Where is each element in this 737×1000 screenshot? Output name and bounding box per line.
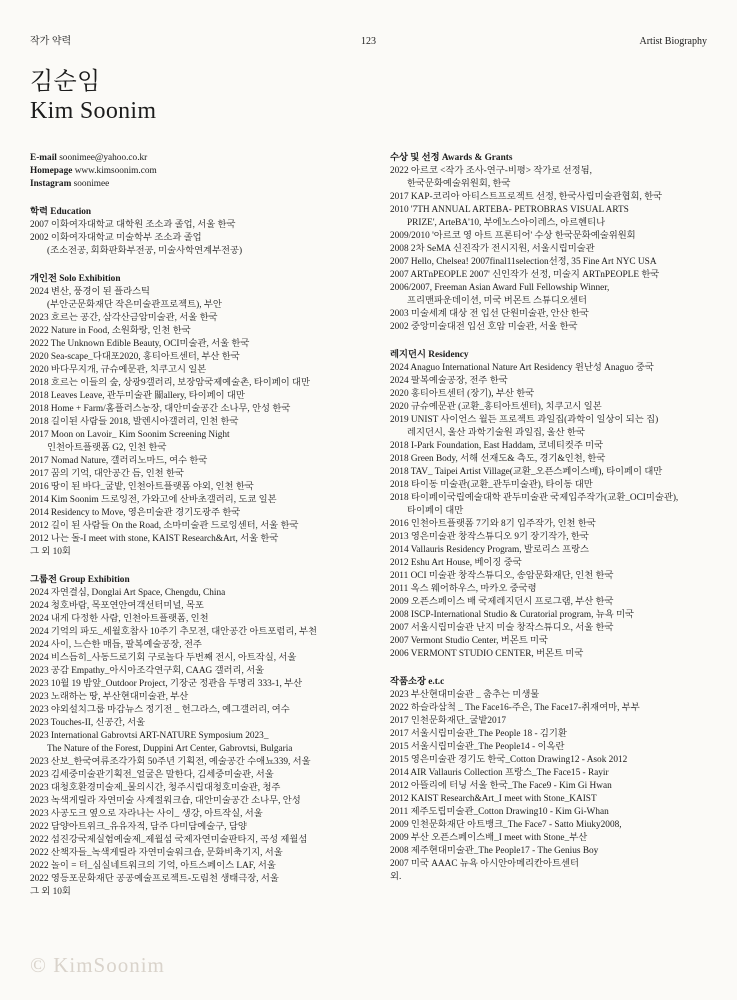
right-column [390,152,710,899]
entry-line: 2023 대청호환경미술제_물의시간, 청주시립대청호미술관, 청주 [30,783,281,793]
email-value: soonimee@yahoo.co.kr [59,153,148,163]
entry [390,531,710,544]
entry-continuation-line: (부안군문화재단 작은미술관프로젝트), 부안 [47,300,222,310]
entry [390,728,710,741]
entry-line: 2023 노래하는 땅, 부산현대미술관, 부산 [30,692,189,702]
entry-line: 2024 기억의 파도_세월호참사 10주기 추모전, 대안공간 아트포럼리, 부천 [30,627,317,637]
header-left-label: 작가 약력 [30,36,72,47]
page-number: 123 [361,36,376,47]
entry-line: 2018 I-Park Foundation, East Haddam, 코네티컷주 미국 [390,441,604,451]
entry [390,832,710,845]
entry [30,821,364,834]
entry [30,219,364,232]
entry-line: 2008 2차 SeMA 신진작가 전시지원, 서울시립미술관 [390,244,595,254]
entry [30,546,364,559]
entry [30,873,364,886]
entry-line: 2007 Hello, Chelsea! 2007final11selection선정, 35 Fine Art NYC USA [390,257,657,267]
entry-line: 2016 땅이 된 바다_굴밭, 인천아트플랫폼 야외, 인천 한국 [30,482,254,492]
entry [390,165,710,191]
entry [390,282,710,308]
entry [390,689,710,702]
section-group-exhibition [30,574,364,899]
entry [30,704,364,717]
entry [30,312,364,325]
entry-line: 2023 10월 19 밤앞_Outdoor Project, 기장군 정관읍 두명리 333-1, 부산 [30,679,303,689]
entry-continuation-line: (조소전공, 회화판화부전공, 미술사학연계부전공) [47,246,243,256]
entry-line: 2017 꿈의 기억, 대안공간 듬, 인천 한국 [30,469,184,479]
entry-line: 2020 홍티아트센터 (장기), 부산 한국 [390,389,535,399]
section-title: 그룹전 Group Exhibition [30,575,130,585]
entry-line: 2007 미국 AAAC 뉴욕 아시안아메리칸아트센터 [390,859,579,869]
entry [390,308,710,321]
entry-line: 2012 KAIST Research&Art_I meet with Stone_KAIST [390,794,597,804]
entry-line: 2023 김세중미술관기획전_얼굴은 말한다, 김세중미술관, 서울 [30,770,274,780]
homepage-label: Homepage [30,166,73,176]
entry [390,230,710,243]
section-title: 레지던시 Residency [390,350,469,360]
section-title: 학력 Education [30,207,92,217]
entry-line: 2013 영은미술관 창작스튜디오 9기 장기작가, 한국 [390,532,589,542]
entry-continuation-line: 한국문화예술위원회, 한국 [407,179,511,189]
entry-line: 2007 이화여자대학교 대학원 조소과 졸업, 서울 한국 [30,220,236,230]
entry [30,691,364,704]
entry [390,401,710,414]
entry-line: 2024 팔복예술공장, 전주 한국 [390,376,508,386]
entry-line: 2024 자연결심, Donglai Art Space, Chengdu, China [30,588,226,598]
entry-line: 2023 야외설치그룹 마감뉴스 정기전 _ 헌그라스, 예그갤러리, 여수 [30,705,290,715]
entry [390,741,710,754]
entry-line: 2023 공감 Empathy_아시아조각연구회, CAAG 갤러리, 서울 [30,666,265,676]
entry-line: 2007 Vermont Studio Center, 버몬트 미국 [390,636,548,646]
entry-line: 2011 제주도립미술관_Cotton Drawing10 - Kim Gi-Whan [390,807,609,817]
entry-line: 2014 AIR Vallauris Collection 프랑스_The Face15 - Rayir [390,768,609,778]
entry [30,455,364,468]
entry [390,414,710,440]
entry-line: 2023 흐르는 공간, 삼각산금암미술관, 서울 한국 [30,313,218,323]
section-awards-grants [390,152,710,334]
entry [30,390,364,403]
entry-line: 그 외 10회 [30,887,71,897]
entry-line: 2023 녹색게릴라 자연미술 사계절워크숍, 대안미술공간 소나무, 안성 [30,796,301,806]
entry-line: 2006/2007, Freeman Asian Award Full Fellowship Winner, [390,283,610,293]
entry-line: 2024 Anaguo International Nature Art Residency 윈난성 Anaguo 중국 [390,363,654,373]
entry-line: 2006 VERMONT STUDIO CENTER, 버몬트 미국 [390,649,584,659]
entry-line: 2017 인천문화재단_굴밭2017 [390,716,507,726]
entry [390,871,710,884]
entry [390,622,710,635]
entry [30,717,364,730]
entry-line: 2018 Green Body, 서해 선재도& 측도, 경기&인천, 한국 [390,454,606,464]
section-title: 작품소장 e.t.c [390,677,445,687]
entry [390,518,710,531]
entry [390,191,710,204]
page-header [30,36,707,48]
entry [390,375,710,388]
entry [390,858,710,871]
entry-continuation-line: The Nature of the Forest, Duppini Art Center, Gabrovtsi, Bulgaria [47,744,293,754]
entry [30,782,364,795]
entry [30,769,364,782]
entry-line: 2014 Vallauris Residency Program, 발로리스 프랑스 [390,545,590,555]
contact-homepage-line [30,165,364,178]
entry [30,626,364,639]
entry-line: 2007 서울시립미술관 난지 미술 창작스튜디오, 서울 한국 [390,623,614,633]
entry [390,453,710,466]
entry-line: 2020 바다무지개, 규슈예문관, 치쿠고시 일본 [30,365,207,375]
entry-line: 2022 산책자들_녹색게릴라 자연미술워크숍, 문화비축기지, 서울 [30,848,283,858]
entry [390,557,710,570]
entry-continuation-line: 레지던시, 울산 과학기술원 과일집, 울산 한국 [407,428,585,438]
homepage-value: www.kimsoonim.com [74,166,157,176]
entry [30,808,364,821]
entry-line: 2024 변산, 풍경이 된 플라스틱 [30,287,151,297]
entry-line: 2011 OCI 미술관 창작스튜디오, 송암문화재단, 인천 한국 [390,571,614,581]
entry-line: 2017 KAP-코리아 아티스트프로젝트 선정, 한국사립미술관협회, 한국 [390,192,663,202]
entry-line: 외. [390,872,402,882]
entry [390,845,710,858]
entry-line: 2020 Sea-scape_다대포2020, 홍티아트센터, 부산 한국 [30,352,240,362]
section-education [30,206,364,258]
entry [390,754,710,767]
entry-line: 2009/2010 '아르코 영 아트 프론티어' 수상 한국문화예술위원회 [390,231,636,241]
entry-continuation-line: 인천아트플랫폼 G2, 인천 한국 [47,443,167,453]
email-label: E-mail [30,153,57,163]
entry [390,596,710,609]
entry-line: 2022 담양아트위크_유유자적, 담주 다미담예술구, 담양 [30,822,247,832]
entry [30,351,364,364]
entry-line: 2009 오픈스페이스 배 국제레지던시 프로그램, 부산 한국 [390,597,614,607]
entry-line: 2023 사공도크 옆으로 자라나는 사이_ 생강, 아트작실, 서울 [30,809,263,819]
entry [390,648,710,661]
entry [30,600,364,613]
entry-line: 2008 ISCP-International Studio & Curatorial program, 뉴욕 미국 [390,610,635,620]
copyright-watermark: © KimSoonim [30,953,165,977]
entry-line: 2022 Nature in Food, 소원화랑, 인천 한국 [30,326,191,336]
entry-line: 2024 내게 다정한 사람, 인천아트플랫폼, 인천 [30,614,209,624]
entry [30,533,364,546]
entry [30,756,364,769]
entry-line: 2017 서울시립미술관_The People 18 - 김기환 [390,729,567,739]
section-title: 개인전 Solo Exhibition [30,274,121,284]
entry [390,256,710,269]
entry [30,507,364,520]
content-columns [30,152,707,899]
entry-line: 2023 산보_한국여류조각가회 50주년 기획전, 예술공간 수애뇨339, 서울 [30,757,311,767]
entry [390,793,710,806]
entry [390,780,710,793]
entry-continuation-line: 프리맨파운데이션, 미국 버몬트 스튜디오센터 [407,296,587,306]
entry-line: 2022 The Unknown Edible Beauty, OCI미술관, 서울 한국 [30,339,250,349]
entry [390,715,710,728]
entry [390,806,710,819]
entry [30,416,364,429]
entry-line: 2012 나는 돌-I meet with stone, KAIST Research&Art, 서울 한국 [30,534,279,544]
entry-line: 2024 사이, 느슨한 매듭, 팔복예술공장, 전주 [30,640,202,650]
entry-line: 2008 제주현대미술관_The People17 - The Genius Boy [390,846,599,856]
entry-line: 2022 하슬라삼척 _ The Face16-주은, The Face17-취재여마, 부부 [390,703,640,713]
entry-line: 2018 TAV_ Taipei Artist Village(교환_오픈스페이스배), 타이페이 대만 [390,467,663,477]
entry [30,587,364,600]
entry [390,362,710,375]
entry [390,609,710,622]
entry-line: 2018 Leaves Leave, 관두미술관 關allery, 타이페이 대만 [30,391,245,401]
entry [390,635,710,648]
entry [390,243,710,256]
entry [390,583,710,596]
entry-line: 2012 길이 된 사람들 On the Road, 소마미술관 드로잉센터, 서울 한국 [30,521,299,531]
entry [390,570,710,583]
entry-continuation-line: PRIZE', ArteBA'10, 부에노스아이레스, 아르헨티나 [407,218,606,228]
section-collections [390,676,710,884]
entry-continuation-line: 타이페이 대만 [407,506,464,516]
entry [390,204,710,230]
entry [30,665,364,678]
entry-line: 2022 아르코 <작가 조사-연구-비평> 작가로 선정됨, [390,166,592,176]
entry [30,364,364,377]
entry [30,232,364,258]
entry-line: 2018 Home + Farm/홈플러스농장, 대안미술공간 소나무, 안성 한국 [30,404,291,414]
entry-line: 2007 ARTnPEOPLE 2007' 신인작가 선정, 미술지 ARTnPEOPLE 한국 [390,270,660,280]
entry [30,403,364,416]
entry-line: 2018 타이페이국립예술대학 관두미술관 국제입주작가(교환_OCI미술관), [390,493,679,503]
entry-line: 2022 섬진강국제실험예술제_제월섬 국제자연미술판타지, 곡성 제월섬 [30,835,308,845]
section-title: 수상 및 선정 Awards & Grants [390,153,513,163]
entry [390,479,710,492]
entry [30,730,364,756]
instagram-label: Instagram [30,179,72,189]
artist-name-korean: 김순임 [30,69,101,95]
entry [390,466,710,479]
entry-line: 2014 Kim Soonim 드로잉전, 가와고에 산바초갤러리, 도쿄 일본 [30,495,277,505]
entry-line: 2017 Nomad Nature, 갤러리노마드, 여수 한국 [30,456,208,466]
entry [390,269,710,282]
entry [390,819,710,832]
entry [30,639,364,652]
entry [30,429,364,455]
entry [30,286,364,312]
entry-line: 2015 영은미술관 경기도 한국_Cotton Drawing12 - Asok 2012 [390,755,628,765]
entry-line: 2024 청호바람, 목포연안여객선터미널, 목포 [30,601,204,611]
section-solo-exhibition [30,273,364,559]
sections-left [30,206,364,899]
entry-line: 그 외 10회 [30,547,71,557]
entry-line: 2022 영등포문화재단 공공예술프로젝트-도림천 생태극장, 서울 [30,874,279,884]
entry-line: 2023 Touches-II, 신공간, 서울 [30,718,146,728]
entry [30,652,364,665]
entry [30,338,364,351]
entry-line: 2022 놀이 = 터_심실네트워크의 기억, 아트스페이스 LAF, 서울 [30,861,276,871]
entry-line: 2019 UNIST 사이언스 월든 프로젝트 과일집(과학이 일상이 되는 집) [390,415,659,425]
entry-line: 2020 규슈예문관 (교환_홍티아트센터), 치쿠고시 일본 [390,402,602,412]
artist-name-block [30,68,707,126]
entry-line: 2014 Residency to Move, 영은미술관 경기도광주 한국 [30,508,241,518]
entry [390,321,710,334]
entry-line: 2009 인천문화재단 아트뱅크_The Face7 - Satto Miuky2008, [390,820,622,830]
entry-line: 2011 옥스 웨어하우스, 마카오 중국령 [390,584,537,594]
artist-name-english: Kim Soonim [30,98,157,124]
entry [30,481,364,494]
entry [30,613,364,626]
entry-line: 2010 '7TH ANNUAL ARTEBA- PETROBRAS VISUAL ARTS [390,205,629,215]
entry [30,847,364,860]
entry-line: 2016 인천아트플랫폼 7기와 8기 입주작가, 인천 한국 [390,519,596,529]
entry [30,494,364,507]
entry-line: 2003 미술세계 대상 전 입선 단원미술관, 안산 한국 [390,309,589,319]
entry [30,325,364,338]
entry-line: 2015 서울시립미술관_The People14 - 이옥란 [390,742,565,752]
entry-line: 2017 Moon on Lavoir_ Kim Soonim Screening Night [30,430,230,440]
entry-line: 2002 중앙미술대전 입선 호암 미술관, 서울 한국 [390,322,578,332]
entry-line: 2009 부산 오픈스페이스배_I meet with Stone_부산 [390,833,588,843]
contact-instagram-line [30,178,364,191]
section-residency [390,349,710,661]
entry [390,767,710,780]
entry [30,520,364,533]
instagram-value: soonimee [73,179,110,189]
entry-line: 2024 비스듬히_사동드로기회 구로놀다 두번째 전시, 아트작실, 서울 [30,653,297,663]
entry [30,468,364,481]
entry-line: 2018 타이동 미술관(교환_관두미술관), 타이동 대만 [390,480,593,490]
entry-line: 2012 아뜰리에 터닝 서울 한국_The Face9 - Kim Gi Hwan [390,781,612,791]
entry [390,440,710,453]
entry [390,702,710,715]
entry [390,492,710,518]
entry [30,678,364,691]
entry [390,544,710,557]
contact-block [30,152,364,191]
entry-line: 2018 길이된 사람들 2018, 발렌시아갤러리, 인천 한국 [30,417,239,427]
header-right-label: Artist Biography [639,36,707,47]
entry [30,834,364,847]
entry [30,886,364,899]
left-column [30,152,364,899]
entry [30,377,364,390]
entry [390,388,710,401]
entry-line: 2002 이화여자대학교 미술학부 조소과 졸업 [30,233,202,243]
contact-email-line [30,152,364,165]
entry-line: 2018 흐르는 이들의 숲, 상광9갤러리, 보장암국제예술촌, 타이페이 대만 [30,378,310,388]
entry [30,795,364,808]
entry-line: 2023 International Gabrovtsi ART-NATURE Symposium 2023_ [30,731,269,741]
entry-line: 2023 부산현대미술관 _ 춤추는 미생물 [390,690,540,700]
entry-line: 2012 Eshu Art House, 베이징 중국 [390,558,522,568]
entry [30,860,364,873]
